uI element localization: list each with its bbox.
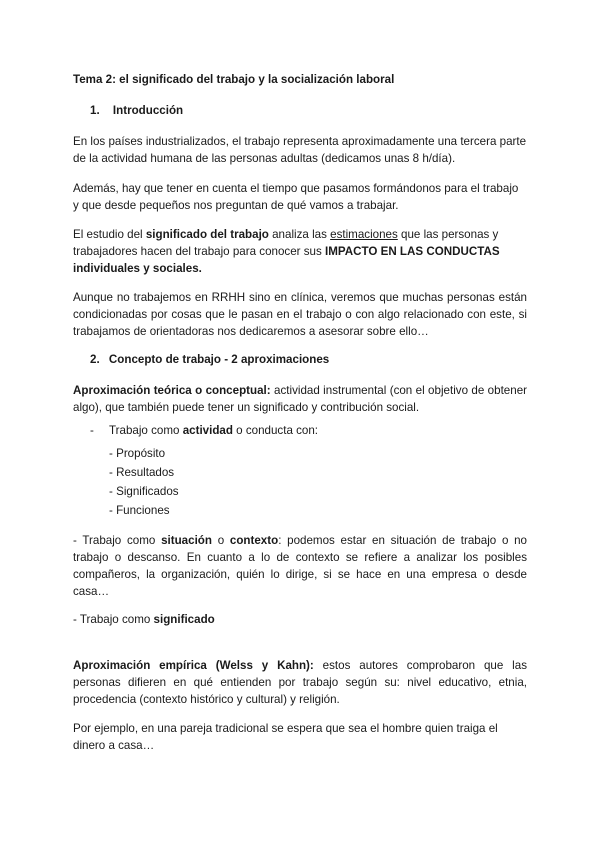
p8-text: estos autores comprobaron que las personas difieren en qué entienden por trabajo según su: nivel educativo, etnia, procedencia (contexto histórico y cultural) y religión. bbox=[73, 659, 527, 706]
p3-text-e: que las personas y trabajadores hacen del trabajo para conocer sus bbox=[73, 228, 499, 258]
paragraph-3 bbox=[73, 226, 527, 277]
p6-bold-situacion: situación bbox=[161, 534, 212, 547]
subitem-proposito: - Propósito bbox=[109, 447, 166, 460]
p3-bold-significado: significado del trabajo bbox=[145, 228, 269, 241]
p8-bold-aproximacion: Aproximación empírica (Welss y Kahn): bbox=[73, 659, 314, 672]
list-bold-actividad: actividad bbox=[182, 424, 233, 437]
paragraph-7 bbox=[73, 611, 527, 628]
subitem-resultados: - Resultados bbox=[109, 466, 175, 479]
subitem-funciones: - Funciones bbox=[109, 504, 170, 517]
document-title bbox=[73, 71, 527, 88]
p3-underline-estimaciones: estimaciones bbox=[330, 228, 398, 241]
list-dash: - bbox=[90, 424, 94, 437]
paragraph-4: Aunque no trabajemos en RRHH sino en clínica, veremos que muchas personas están condicionadas por cosas que le pasan en el trabajo o con algo relacionado con este, si trabajamos de orientadoras nos dedicaremos a asesorar sobre ello… bbox=[73, 291, 527, 338]
section-1-number: 1. bbox=[90, 104, 100, 117]
p6-text-e: : podemos estar en situación de trabajo o no trabajo o descanso. En cuanto a lo de contexto se refiere a analizar los posibles compañeros, la organización, quién lo dirige, si se hace en una empresa o desde casa… bbox=[73, 534, 528, 598]
list-text-a: Trabajo como bbox=[109, 424, 183, 437]
paragraph-1: En los países industrializados, el trabajo representa aproximadamente una tercera parte de la actividad humana de las personas adultas (dedicamos unas 8 h/día). bbox=[73, 135, 527, 165]
p3-text-c: analiza las bbox=[268, 228, 331, 241]
p5-text: actividad instrumental (con el objetivo de obtener algo), que también puede tener un significado y contribución social. bbox=[73, 384, 527, 414]
paragraph-9: Por ejemplo, en una pareja tradicional se espera que sea el hombre quien traiga el dinero a casa… bbox=[73, 722, 498, 752]
p7-text-a: - Trabajo como bbox=[73, 613, 154, 626]
p6-text-c: o bbox=[211, 534, 230, 547]
title-text: Tema 2: el significado del trabajo y la socialización laboral bbox=[73, 73, 395, 86]
p6-bold-contexto: contexto bbox=[229, 534, 279, 547]
paragraph-2: Además, hay que tener en cuenta el tiempo que pasamos formándonos para el trabajo y que desde pequeños nos preguntan de qué vamos a trabajar. bbox=[73, 182, 519, 212]
p6-text-a: - Trabajo como bbox=[73, 534, 162, 547]
section-2-number: 2. bbox=[90, 353, 100, 366]
p5-bold-aproximacion: Aproximación teórica o conceptual: bbox=[73, 384, 271, 397]
p7-bold-significado: significado bbox=[153, 613, 215, 626]
list-text bbox=[109, 422, 318, 439]
p3-bold-impacto: IMPACTO EN LAS CONDUCTAS individuales y sociales. bbox=[73, 245, 500, 275]
paragraph-8 bbox=[73, 657, 527, 708]
section-2-title: Concepto de trabajo - 2 aproximaciones bbox=[108, 353, 330, 366]
p3-text-a: El estudio del bbox=[73, 228, 146, 241]
subitem-significados: - Significados bbox=[109, 485, 179, 498]
paragraph-6 bbox=[73, 532, 527, 600]
list-text-c: o conducta con: bbox=[232, 424, 319, 437]
section-1-title: Introducción bbox=[112, 104, 184, 117]
section-heading-1 bbox=[90, 102, 544, 119]
paragraph-5 bbox=[73, 382, 527, 416]
section-heading-2 bbox=[90, 351, 544, 368]
